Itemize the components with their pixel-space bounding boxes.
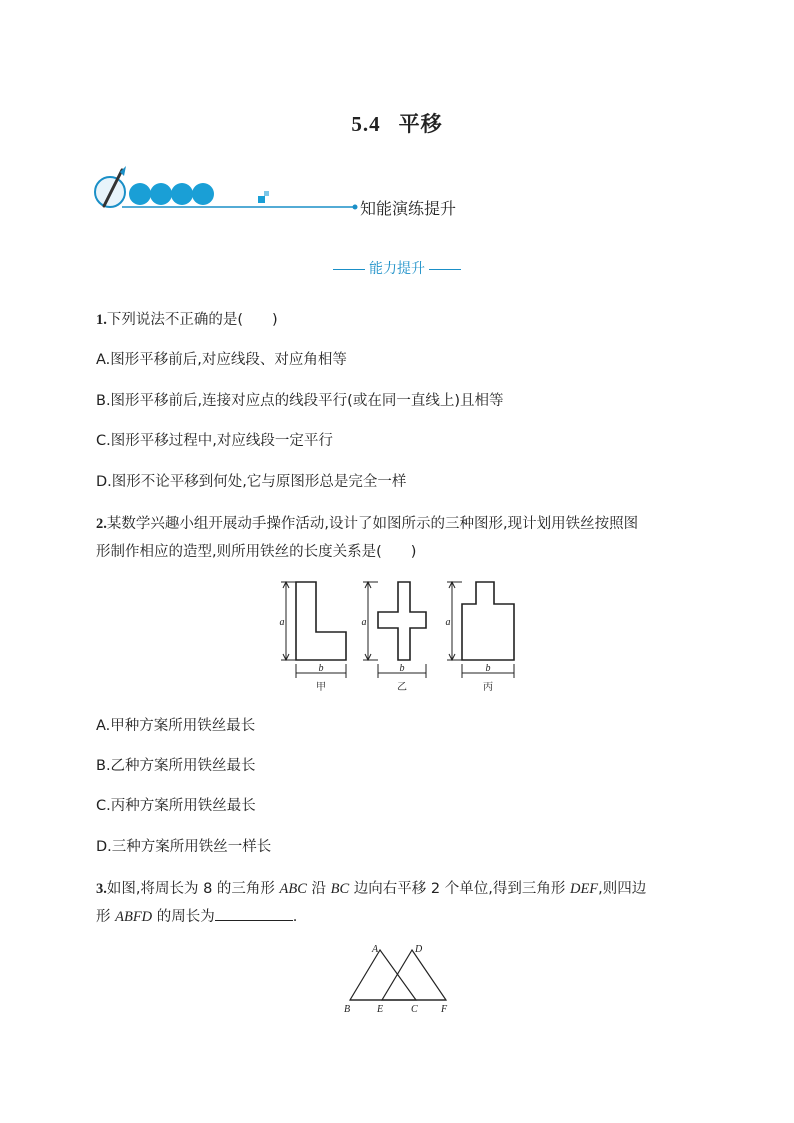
- label-b-bing: b: [485, 663, 491, 674]
- q2-stem-line2: 形制作相应的造型,则所用铁丝的长度关系是( ): [96, 544, 417, 560]
- shape-yi: [378, 582, 426, 660]
- page-title: [0, 108, 794, 138]
- q2-stem: [96, 510, 706, 538]
- q2-option-d: D.三种方案所用铁丝一样长: [96, 839, 272, 855]
- section-number: 5.4: [351, 112, 381, 136]
- q3-var: ABC: [279, 881, 307, 897]
- section-title: 平移: [398, 111, 443, 136]
- point-e: E: [377, 1004, 384, 1015]
- q2-stem-line1: 某数学兴趣小组开展动手操作活动,设计了如图所示的三种图形,现计划用铁丝按照图: [106, 516, 639, 532]
- q2-option-a: A.甲种方案所用铁丝最长: [96, 718, 256, 734]
- section-heading: [0, 258, 794, 278]
- q3-var: ABFD: [115, 909, 153, 925]
- q1-option-c: C.图形平移过程中,对应线段一定平行: [96, 433, 333, 449]
- q1-option-d: D.图形不论平移到何处,它与原图形总是完全一样: [96, 474, 407, 490]
- q1-option-a: A.图形平移前后,对应线段、对应角相等: [96, 352, 347, 368]
- label-b-jia: b: [318, 663, 324, 674]
- banner-label: 知能演练提升: [360, 199, 457, 218]
- point-d: D: [415, 944, 423, 955]
- q3-text: ,则四边: [598, 881, 647, 897]
- q3-text: 形: [96, 909, 116, 925]
- q2-option-c: C.丙种方案所用铁丝最长: [96, 798, 256, 814]
- triangle-abc: [350, 950, 416, 1000]
- q3-figure: [338, 942, 458, 1018]
- q2-figure: [272, 580, 522, 698]
- divider: [333, 269, 365, 270]
- label-a-yi: a: [361, 617, 367, 628]
- q3-stem-line2: [96, 903, 706, 931]
- answer-blank[interactable]: [215, 906, 293, 921]
- triangle-def: [382, 950, 446, 1000]
- q3-text: 如图,将周长为 8 的三角形: [106, 881, 280, 897]
- label-a-bing: a: [445, 617, 451, 628]
- q1-stem: [96, 306, 706, 334]
- divider: [429, 269, 461, 270]
- point-c: C: [411, 1004, 418, 1015]
- shape-jia: [296, 582, 346, 660]
- q3-text: 的周长为: [152, 909, 215, 925]
- label-yi: 乙: [397, 682, 407, 693]
- q3-var: DEF: [569, 881, 599, 897]
- section-label: 能力提升: [369, 261, 425, 277]
- q1-number: 1.: [96, 312, 107, 328]
- q3-stem-line1: [96, 875, 706, 903]
- q3-var: BC: [330, 881, 350, 897]
- q3-text: 沿: [306, 881, 331, 897]
- point-f: F: [441, 1004, 448, 1015]
- q2-number: 2.: [96, 516, 107, 532]
- q3-number: 3.: [96, 881, 107, 897]
- q1-option-b: B.图形平移前后,连接对应点的线段平行(或在同一直线上)且相等: [96, 393, 504, 409]
- label-b-yi: b: [399, 663, 405, 674]
- brush-icon: [95, 166, 126, 207]
- point-b: B: [344, 1004, 351, 1015]
- point-a: A: [372, 944, 379, 955]
- label-jia: 甲: [316, 682, 326, 693]
- q3-text: .: [292, 909, 298, 925]
- q1-stem-text: 下列说法不正确的是( ): [106, 312, 278, 328]
- q3-text: 边向右平移 2 个单位,得到三角形: [349, 881, 570, 897]
- shape-bing: [462, 582, 514, 660]
- q2-option-b: B.乙种方案所用铁丝最长: [96, 758, 256, 774]
- label-bing: 丙: [483, 682, 493, 693]
- label-a-jia: a: [279, 617, 285, 628]
